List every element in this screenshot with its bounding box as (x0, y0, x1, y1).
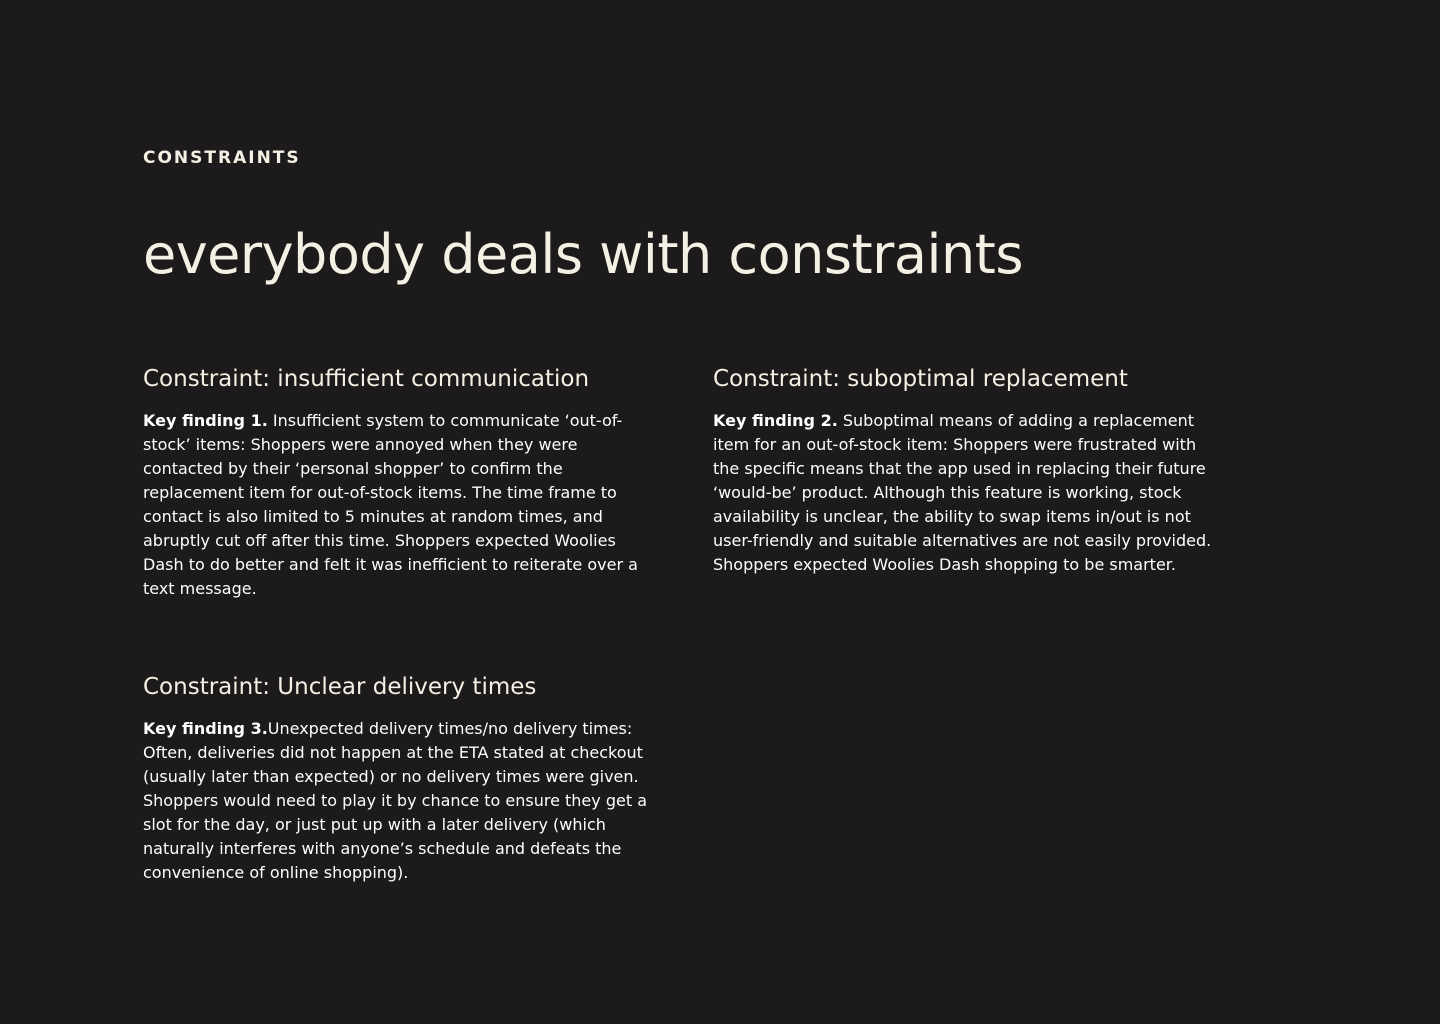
key-finding-text: Unexpected delivery times/no delivery times: Often, deliveries did not happen at the ETA stated at checkout (usually later than expected) or no delivery times were given. Shoppers would need to play it by chance to ensure they get a slot for the day, or just put up with a later delivery (which naturally interferes with anyone’s schedule and defeats the convenience of online shopping). (143, 719, 647, 882)
section-heading: Constraint: insufficient communication (143, 366, 590, 392)
key-finding-label: Key finding 1. (143, 411, 268, 430)
section-heading: Constraint: Unclear delivery times (143, 674, 537, 700)
constraint-section-delivery (143, 673, 663, 885)
section-heading: Constraint: suboptimal replacement (713, 366, 1128, 392)
key-finding-label: Key finding 2. (713, 411, 838, 430)
section-body (713, 409, 1218, 577)
key-finding-text: Suboptimal means of adding a replacement item for an out-of-stock item: Shoppers were frustrated with the specific means that the app used in replacing their future ‘would-be’ product. Although this feature is working, stock availability is unclear, the ability to swap items in/out is not user-friendly and suitable alternatives are not easily provided. Shoppers expected Woolies Dash shopping to be smarter. (713, 411, 1212, 574)
constraint-section-communication (143, 365, 648, 601)
constraint-section-replacement (713, 365, 1218, 577)
section-body (143, 409, 648, 601)
key-finding-text: Insufficient system to communicate ‘out-of-stock’ items: Shoppers were annoyed when they were contacted by their ‘personal shopper’ to confirm the replacement item for out-of-stock items. The time frame to contact is also limited to 5 minutes at random times, and abruptly cut off after this time. Shoppers expected Woolies Dash to do better and felt it was inefficient to reiterate over a text message. (143, 411, 638, 598)
key-finding-label: Key finding 3. (143, 719, 268, 738)
section-body (143, 717, 663, 885)
eyebrow-label: CONSTRAINTS (143, 148, 301, 168)
page-title: everybody deals with constraints (143, 223, 1023, 286)
